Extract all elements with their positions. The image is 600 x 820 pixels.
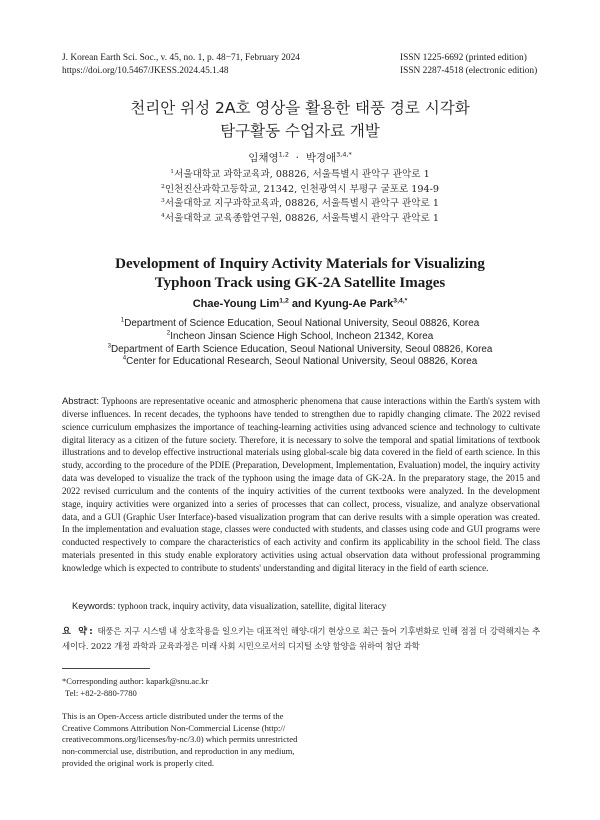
keywords-label: Keywords: [72, 601, 116, 611]
license-line: non-commercial use, distribution, and reproduction in any medium, [62, 746, 295, 757]
korean-summary-text: 태풍은 지구 시스템 내 상호작용을 일으키는 대표적인 해양-대기 현상으로 최근 들어 기후변화로 인해 점점 더 강력해지는 추세이다. 2022 개정 과학과 교육과정은 미래 사회 시민으로서의 디지털 소양 함양을 위하여 첨단 과학 [62, 626, 541, 652]
corresponding-author: *Corresponding author: kapark@snu.ac.kr [62, 676, 209, 686]
korean-affiliation [0, 183, 600, 198]
korean-summary [62, 624, 540, 653]
korean-affiliation [0, 212, 600, 227]
license-notice [62, 711, 302, 770]
corresponding-tel: Tel: +82-2-880-7780 [65, 687, 137, 698]
english-author-1-sup: 1,2 [279, 297, 289, 305]
author-conjunction: and [291, 298, 312, 310]
keywords [72, 601, 542, 611]
affiliation-sup: 1 [170, 167, 175, 175]
korean-affiliation [0, 197, 600, 212]
affiliation-sup: 4 [122, 355, 127, 363]
issn-print: ISSN 1225-6692 (printed edition) [400, 53, 527, 63]
korean-author-1-sup: 1,2 [278, 150, 289, 159]
license-line: provided the original work is properly cited. [62, 757, 215, 768]
affiliation-text: 서울대학교 지구과학교육과, 08826, 서울특별시 관악구 관악로 1 [164, 198, 439, 210]
affiliation-sup: 3 [161, 197, 165, 204]
affiliation-text: 서울대학교 교육종합연구원, 08826, 서울특별시 관악구 관악로 1 [164, 212, 439, 224]
affiliation-text: Incheon Jinsan Science High School, Incheon 21342, Korea [170, 330, 434, 342]
english-affiliation [0, 344, 600, 357]
affiliation-text: 서울대학교 과학교육과, 08826, 서울특별시 관악구 관악로 1 [174, 169, 430, 180]
journal-citation: J. Korean Earth Sci. Soc., v. 45, no. 1, p. 48−71, February 2024 [62, 53, 300, 63]
keywords-text: typhoon track, inquiry activity, data visualization, satellite, digital literacy [117, 601, 387, 611]
korean-affiliations [0, 168, 600, 226]
author-separator: · [295, 152, 300, 164]
doi-link[interactable]: https://doi.org/10.5467/JKESS.2024.45.1.48 [62, 66, 229, 76]
affiliation-text: Department of Earth Science Education, Seoul National University, Seoul 08826, Korea [111, 343, 493, 355]
english-title-line2: Typhoon Track using GK-2A Satellite Images [154, 274, 446, 291]
corresponding-footnote [62, 676, 302, 699]
license-line: Creative Commons Attribution Non-Commercial License (http:// [62, 722, 286, 733]
korean-summary-label: 요 약: [62, 626, 95, 637]
abstract-label: Abstract: [62, 395, 99, 406]
korean-affiliation [0, 168, 600, 183]
korean-title [0, 97, 600, 143]
header-left [62, 52, 300, 78]
affiliation-sup: 3 [107, 342, 112, 350]
affiliation-text: 인천진산과학고등학교, 21342, 인천광역시 부평구 굴포로 194-9 [164, 183, 439, 195]
english-title-line1: Development of Inquiry Activity Materials for Visualizing [115, 256, 485, 272]
english-author-2: Kyung-Ae Park [314, 298, 394, 310]
affiliation-sup: 1 [120, 316, 125, 324]
korean-author-2: 박경애 [305, 152, 337, 164]
english-affiliation [0, 318, 600, 331]
affiliation-text: Center for Educational Research, Seoul National University, Seoul 08826, Korea [126, 356, 478, 368]
korean-authors [0, 150, 600, 165]
affiliation-sup: 2 [161, 182, 165, 190]
issn-electronic: ISSN 2287-4518 (electronic edition) [400, 66, 538, 76]
affiliation-sup: 2 [166, 329, 171, 337]
english-affiliation [0, 331, 600, 344]
korean-title-line2: 탐구활동 수업자료 개발 [220, 122, 380, 140]
abstract [62, 395, 540, 575]
korean-title-line1: 천리안 위성 2A호 영상을 활용한 태풍 경로 시각화 [130, 99, 470, 117]
english-affiliations [0, 318, 600, 369]
affiliation-text: Department of Science Education, Seoul National University, Seoul 08826, Korea [124, 318, 480, 329]
english-authors [0, 298, 600, 310]
korean-author-2-sup: 3,4,* [336, 150, 352, 159]
affiliation-sup: 4 [161, 211, 165, 219]
english-title [0, 255, 600, 292]
english-author-1: Chae-Young Lim [192, 298, 280, 310]
english-author-2-sup: 3,4,* [393, 297, 408, 305]
license-line: This is an Open-Access article distributed under the terms of the [62, 711, 284, 721]
korean-author-1: 임채영 [248, 152, 279, 164]
footnote-divider [62, 668, 150, 669]
abstract-text: Typhoons are representative oceanic and atmospheric phenomena that cause interactions within the Earth's system with diverse influences. In recent decades, the typhoons have tended to strengthen due to rapidly changing climate. The 2022 revised science curriculum emphasizes the importance of teaching-learning activities using advanced science and technology to cultivate digital literacy as a citizen of the future society. Therefore, it is necessary to solve the temporal and spatial limitations of textbook illustrations and to develop effective instructional materials using global-scale big data covered in the field of earth science. In this study, according to the procedure of the PDIE (Preparation, Development, Implementation, Evaluation) model, the inquiry activity data was developed to visualize the track of the typhoon using the image data of GK-2A. In the preparatory stage, the 2015 and 2022 revised curriculum and the contents of the inquiry activities of the current textbooks were analyzed. In the development stage, inquiry activities were organized into a series of processes that can collect, process, visualize, and analyze observational data, and a GUI (Graphic User Interface)-based visualization program that can derive results with a simple operation was created. In the implementation and evaluation stage, classes were conducted with students, and classes using code and GUI programs were conducted respectively to compare the characteristics of each activity and confirm its applicability in the school field. The class materials presented in this study enable exploratory activities using actual observation data without professional programming knowledge which is expected to contribute to students' understanding and digital literacy in the field of earth science. [62, 396, 541, 573]
english-affiliation [0, 356, 600, 369]
license-line: creativecommons.org/licenses/by-nc/3.0) which permits unrestricted [62, 734, 298, 745]
header-right [400, 52, 537, 78]
